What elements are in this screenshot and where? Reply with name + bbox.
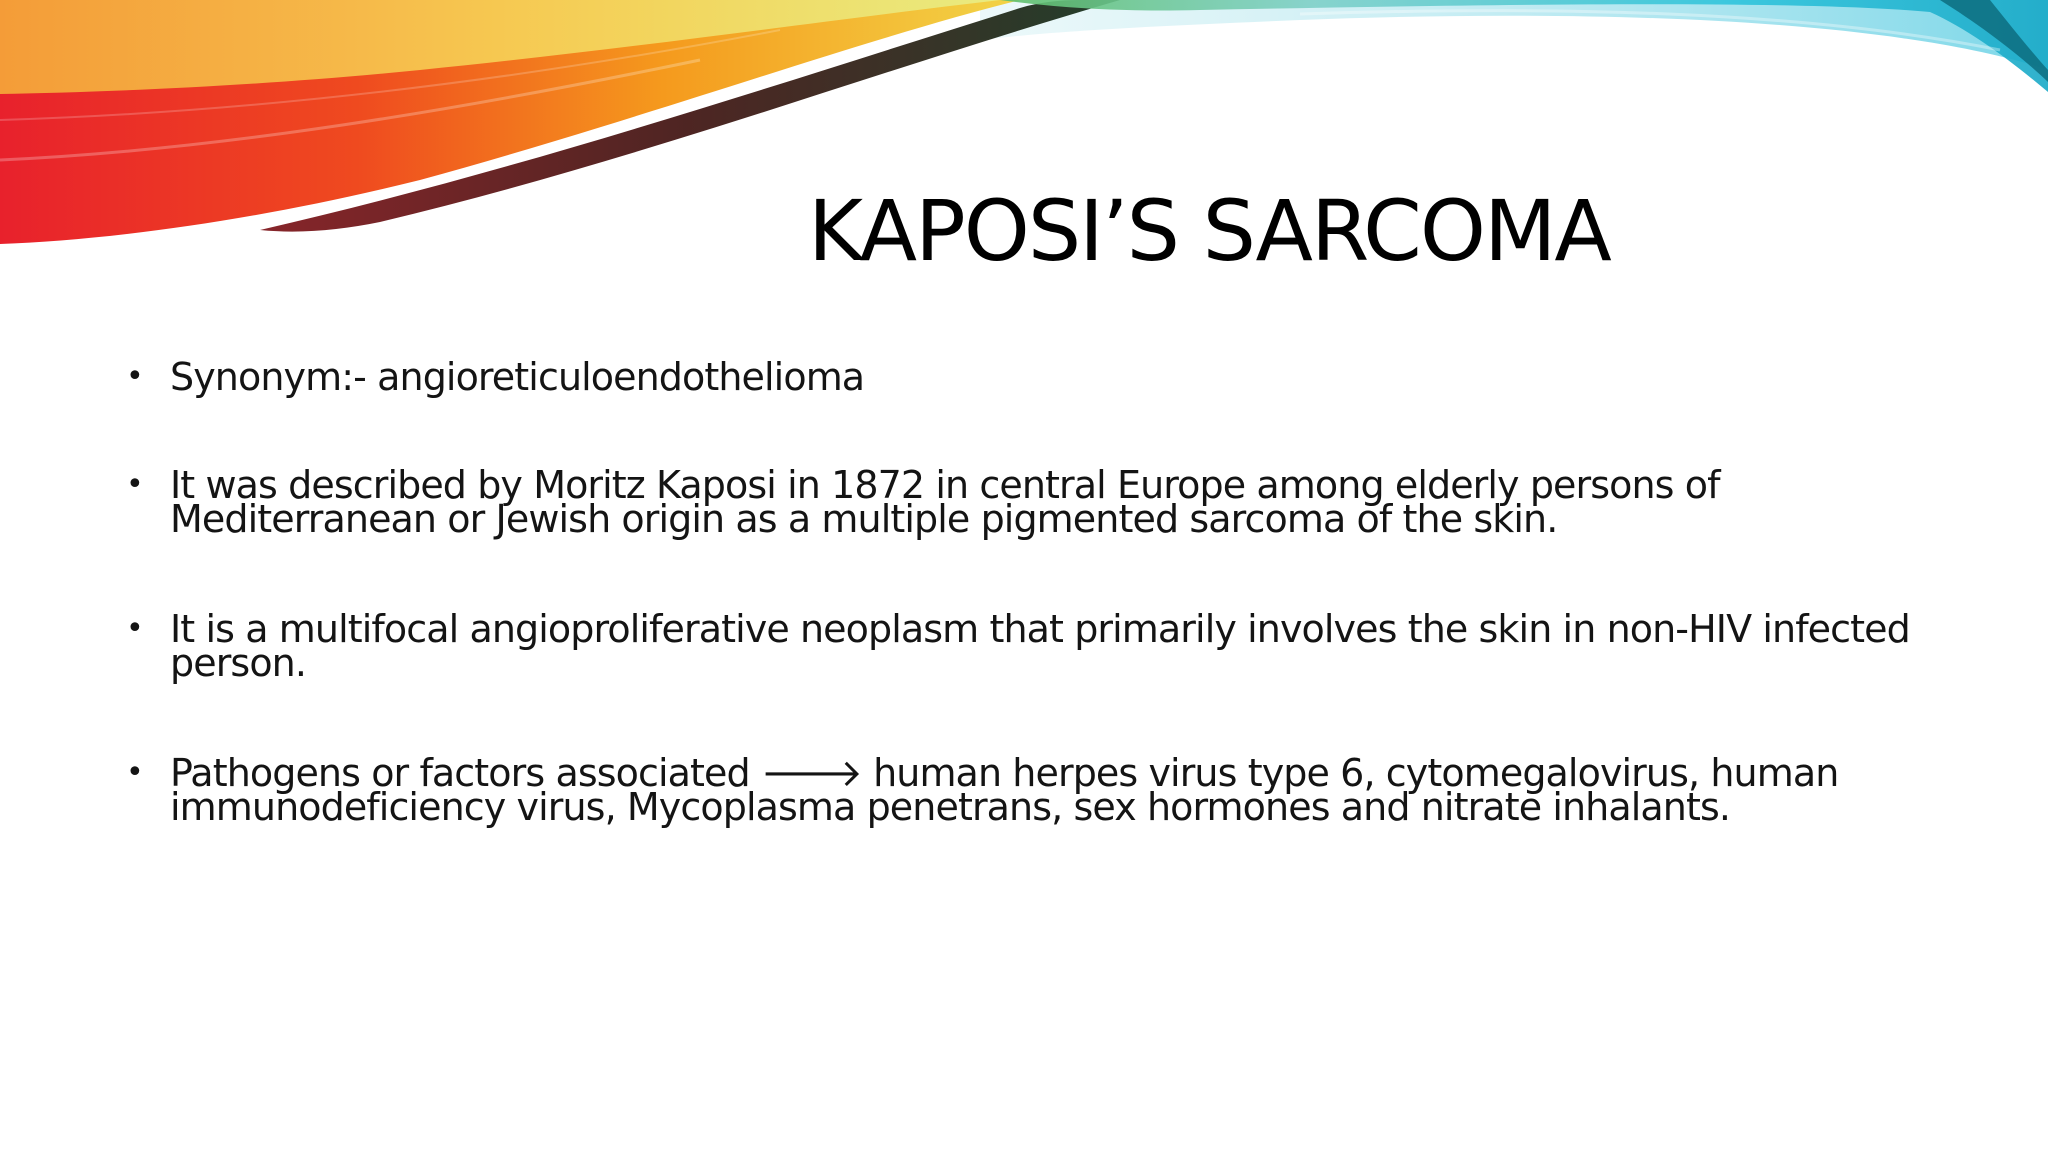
bullet-text: It is a multifocal angioproliferative neoplasm that primarily involves the skin in non-HIV infected person. [170,607,1910,685]
bullet-item [126,751,1926,829]
bullet-text: Pathogens or factors associated 🡒 human herpes virus type 6, cytomegalovirus, human immunodeficiency virus, Mycoplasma penetrans, sex hormones and nitrate inhalants. [170,751,1839,829]
bullet-text: Synonym:- angioreticuloendothelioma [170,355,865,399]
bullet-text: It was described by Moritz Kaposi in 1872 in central Europe among elderly persons of Mediterranean or Jewish origin as a multiple pigmented sarcoma of the skin. [170,463,1720,541]
bullet-marker: • [126,467,143,502]
bullet-item [126,355,1926,399]
bullet-marker: • [126,611,143,646]
bullet-item [126,607,1926,685]
bullet-marker: • [126,359,143,394]
bullet-marker: • [126,755,143,790]
slide-title: KAPOSI’S SARCOMA [808,182,1610,280]
bullet-list [126,355,1926,900]
bullet-item [126,463,1926,541]
